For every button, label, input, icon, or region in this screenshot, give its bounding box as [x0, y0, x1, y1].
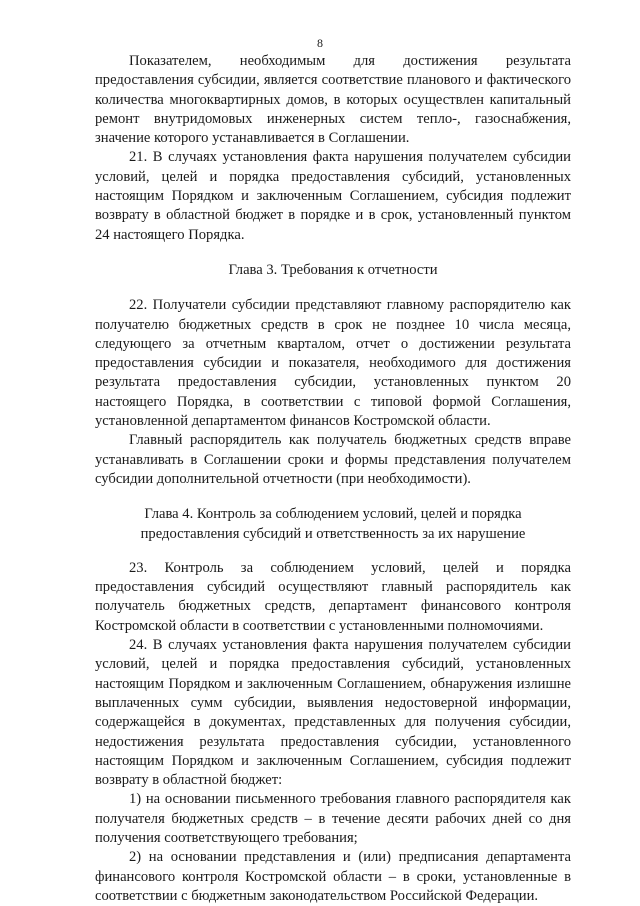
paragraph-indicator: Показателем, необходимым для достижения результата предоставления субсидии, является соответствие планового и фактического количества многоквартирных домов, в которых осуществлен капитальный ремонт внутридомовых инженерных систем тепло-, газоснабжения, значение которого устанавливается в Соглашении. — [95, 53, 571, 147]
paragraph-reporting-rights: Главный распорядитель как получатель бюджетных средств вправе устанавливать в Соглашении сроки и формы представления получателем субсидии дополнительной отчетности (при необходимости). — [95, 432, 571, 487]
paragraph-24: 24. В случаях установления факта нарушения получателем субсидии условий, целей и порядка предоставления субсидий, установленных настоящим Порядком и заключенным Соглашением, обнаружения излишне выплаченных сумм субсидии, выявления недостоверной информации, содержащейся в документах, представленных для получения субсидии, недостижения результата предоставления субсидии, установленного настоящим Порядком и заключенным Соглашением, субсидия подлежит возврату в областной бюджет: — [95, 637, 571, 789]
paragraph-23: 23. Контроль за соблюдением условий, целей и порядка предоставления субсидий осуществляют главный распорядитель как получатель бюджетных средств, департамент финансового контроля Костромской области в соответствии с установленными полномочиями. — [95, 559, 571, 634]
paragraph-21: 21. В случаях установления факта нарушения получателем субсидии условий, целей и порядка предоставления субсидий, установленных настоящим Порядком и заключенным Соглашением, субсидия подлежит возврату в областной бюджет в порядке и в срок, установленный пунктом 24 настоящего Порядка. — [95, 149, 571, 243]
paragraph-22: 22. Получатели субсидии представляют главному распорядителю как получателю бюджетных средств в срок не позднее 10 числа месяца, следующего за отчетным кварталом, отчет о достижении результата предоставления субсидии и показателя, необходимого для достижения результата предоставления субсидии, установленных пунктом 20 настоящего Порядка, в соответствии с типовой формой Соглашения, установленной департаментом финансов Костромской области. — [95, 297, 571, 430]
paragraph-24-item-1: 1) на основании письменного требования главного распорядителя как получателя бюджетных средств – в течение десяти рабочих дней со дня получения соответствующего требования; — [95, 791, 571, 846]
document-body — [95, 52, 571, 906]
chapter-3-heading: Глава 3. Требования к отчетности — [228, 261, 438, 278]
chapter-4-heading-line-2: предоставления субсидий и ответственность за их нарушение — [140, 525, 526, 542]
chapter-4-heading — [95, 505, 571, 544]
page-number: 8 — [317, 36, 323, 50]
paragraph-24-item-2: 2) на основании представления и (или) предписания департамента финансового контроля Костромской области – в сроки, установленные в соответствии с бюджетным законодательством Российской Федерации. — [95, 849, 571, 904]
chapter-4-heading-line-1: Глава 4. Контроль за соблюдением условий, целей и порядка — [144, 506, 522, 523]
